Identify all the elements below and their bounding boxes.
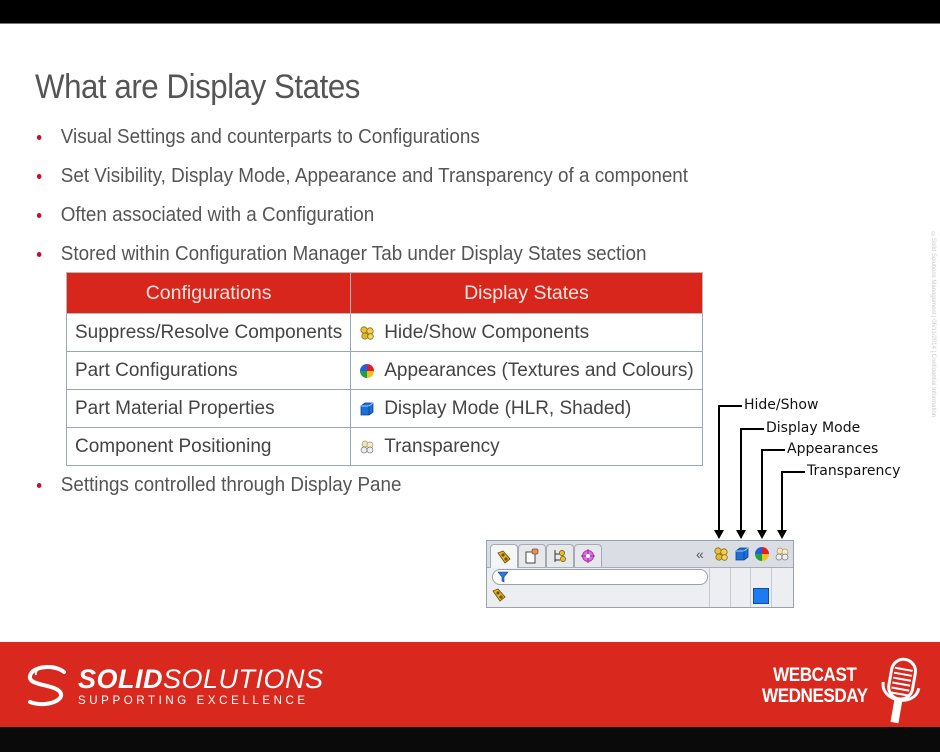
callout-transparency: Transparency [807, 463, 901, 479]
webcast-line-1: WEBCAST [773, 665, 857, 686]
solid-solutions-s-icon [24, 664, 70, 708]
bullet-item [35, 470, 402, 500]
solid-solutions-logo [24, 664, 324, 708]
assembly-tree-icon[interactable] [491, 587, 507, 603]
bullet-text: Set Visibility, Display Mode, Appearance and Transparency of a component [60, 164, 689, 187]
header-configurations: Configurations [67, 273, 351, 314]
manager-tabs [487, 541, 793, 568]
header-display-states: Display States [351, 273, 702, 314]
display-state-text: Hide/Show Components [384, 321, 590, 343]
slide-title: What are Display States [35, 68, 360, 106]
dimxpert-manager-icon [580, 548, 596, 564]
callout-line [761, 449, 785, 451]
display-state-cell [351, 352, 702, 390]
config-cell: Component Positioning [67, 428, 351, 466]
transparency-icon[interactable] [774, 546, 790, 562]
bullet-list [35, 122, 745, 278]
display-state-cell [351, 428, 702, 466]
callout-line [761, 449, 763, 533]
bullet-text: Often associated with a Configuration [60, 203, 375, 226]
filter-input[interactable] [492, 569, 708, 585]
display-state-text: Display Mode (HLR, Shaded) [384, 397, 632, 419]
display-state-cell [351, 314, 702, 352]
column-divider [730, 568, 731, 607]
display-mode-icon[interactable] [734, 546, 750, 562]
callout-line [781, 471, 805, 473]
display-mode-icon [359, 401, 375, 417]
display-pane-callouts [700, 395, 940, 545]
bullet-text: Settings controlled through Display Pane [60, 473, 402, 496]
transparency-icon [359, 439, 375, 455]
table-row [67, 390, 703, 428]
bottom-letterbox-bar [0, 727, 940, 752]
bullet-item [35, 200, 688, 239]
arrow-down-icon [777, 530, 787, 539]
bullet-text: Stored within Configuration Manager Tab under Display States section [60, 242, 647, 265]
bullet-dot-icon [37, 483, 42, 488]
tab-feature-manager[interactable] [490, 544, 518, 568]
property-manager-icon [524, 548, 540, 564]
comparison-table [66, 272, 703, 466]
arrow-down-icon [736, 530, 746, 539]
hide-show-icon[interactable] [713, 546, 729, 562]
config-cell: Part Configurations [67, 352, 351, 390]
bullet-dot-icon [37, 174, 42, 179]
top-letterbox-bar [0, 0, 940, 24]
webcast-wednesday-label [762, 665, 868, 707]
column-divider [771, 568, 772, 607]
callout-appearances: Appearances [787, 441, 879, 457]
callout-line [740, 428, 742, 533]
column-divider [709, 568, 710, 607]
table-row [67, 428, 703, 466]
bullet-dot-icon [37, 135, 42, 140]
tab-configuration-manager[interactable] [546, 544, 574, 567]
appearances-icon [359, 363, 375, 379]
bullet-item [35, 161, 688, 200]
appearances-icon[interactable] [754, 546, 770, 562]
display-pane-screenshot [486, 540, 794, 608]
filter-icon [497, 571, 509, 583]
bullet-text: Visual Settings and counterparts to Configurations [60, 125, 480, 148]
table-header-row [67, 273, 703, 314]
hide-show-icon [359, 325, 375, 341]
config-cell: Suppress/Resolve Components [67, 314, 351, 352]
appearance-swatch[interactable] [753, 588, 769, 604]
bullet-dot-icon [37, 213, 42, 218]
brand-tagline: SUPPORTING EXCELLENCE [78, 694, 309, 707]
arrow-down-icon [757, 530, 767, 539]
bullet-dot-icon [37, 252, 42, 257]
webcast-line-2: WEDNESDAY [762, 686, 868, 707]
brand-name: SOLIDSOLUTIONS [78, 663, 324, 694]
tab-dimxpert-manager[interactable] [574, 544, 602, 567]
configuration-manager-icon [552, 548, 568, 564]
callout-line [718, 405, 742, 407]
display-state-text: Transparency [384, 435, 500, 457]
callout-hide-show: Hide/Show [744, 397, 819, 413]
callout-line [740, 428, 764, 430]
table-row [67, 314, 703, 352]
display-state-cell [351, 390, 702, 428]
copyright-note: ©Solid Solutions Management | 06/11/2014 | Confidential Information [930, 232, 936, 418]
config-cell: Part Material Properties [67, 390, 351, 428]
bullet-item [35, 122, 688, 161]
feature-manager-icon [496, 549, 512, 565]
callout-line [781, 471, 783, 533]
callout-display-mode: Display Mode [766, 420, 861, 436]
arrow-down-icon [714, 530, 724, 539]
tab-property-manager[interactable] [518, 544, 546, 567]
collapse-pane-button[interactable]: « [696, 546, 704, 562]
table-row [67, 352, 703, 390]
display-state-text: Appearances (Textures and Colours) [384, 359, 694, 381]
column-divider [750, 568, 751, 607]
callout-line [718, 405, 720, 533]
microphone-icon [876, 655, 924, 727]
